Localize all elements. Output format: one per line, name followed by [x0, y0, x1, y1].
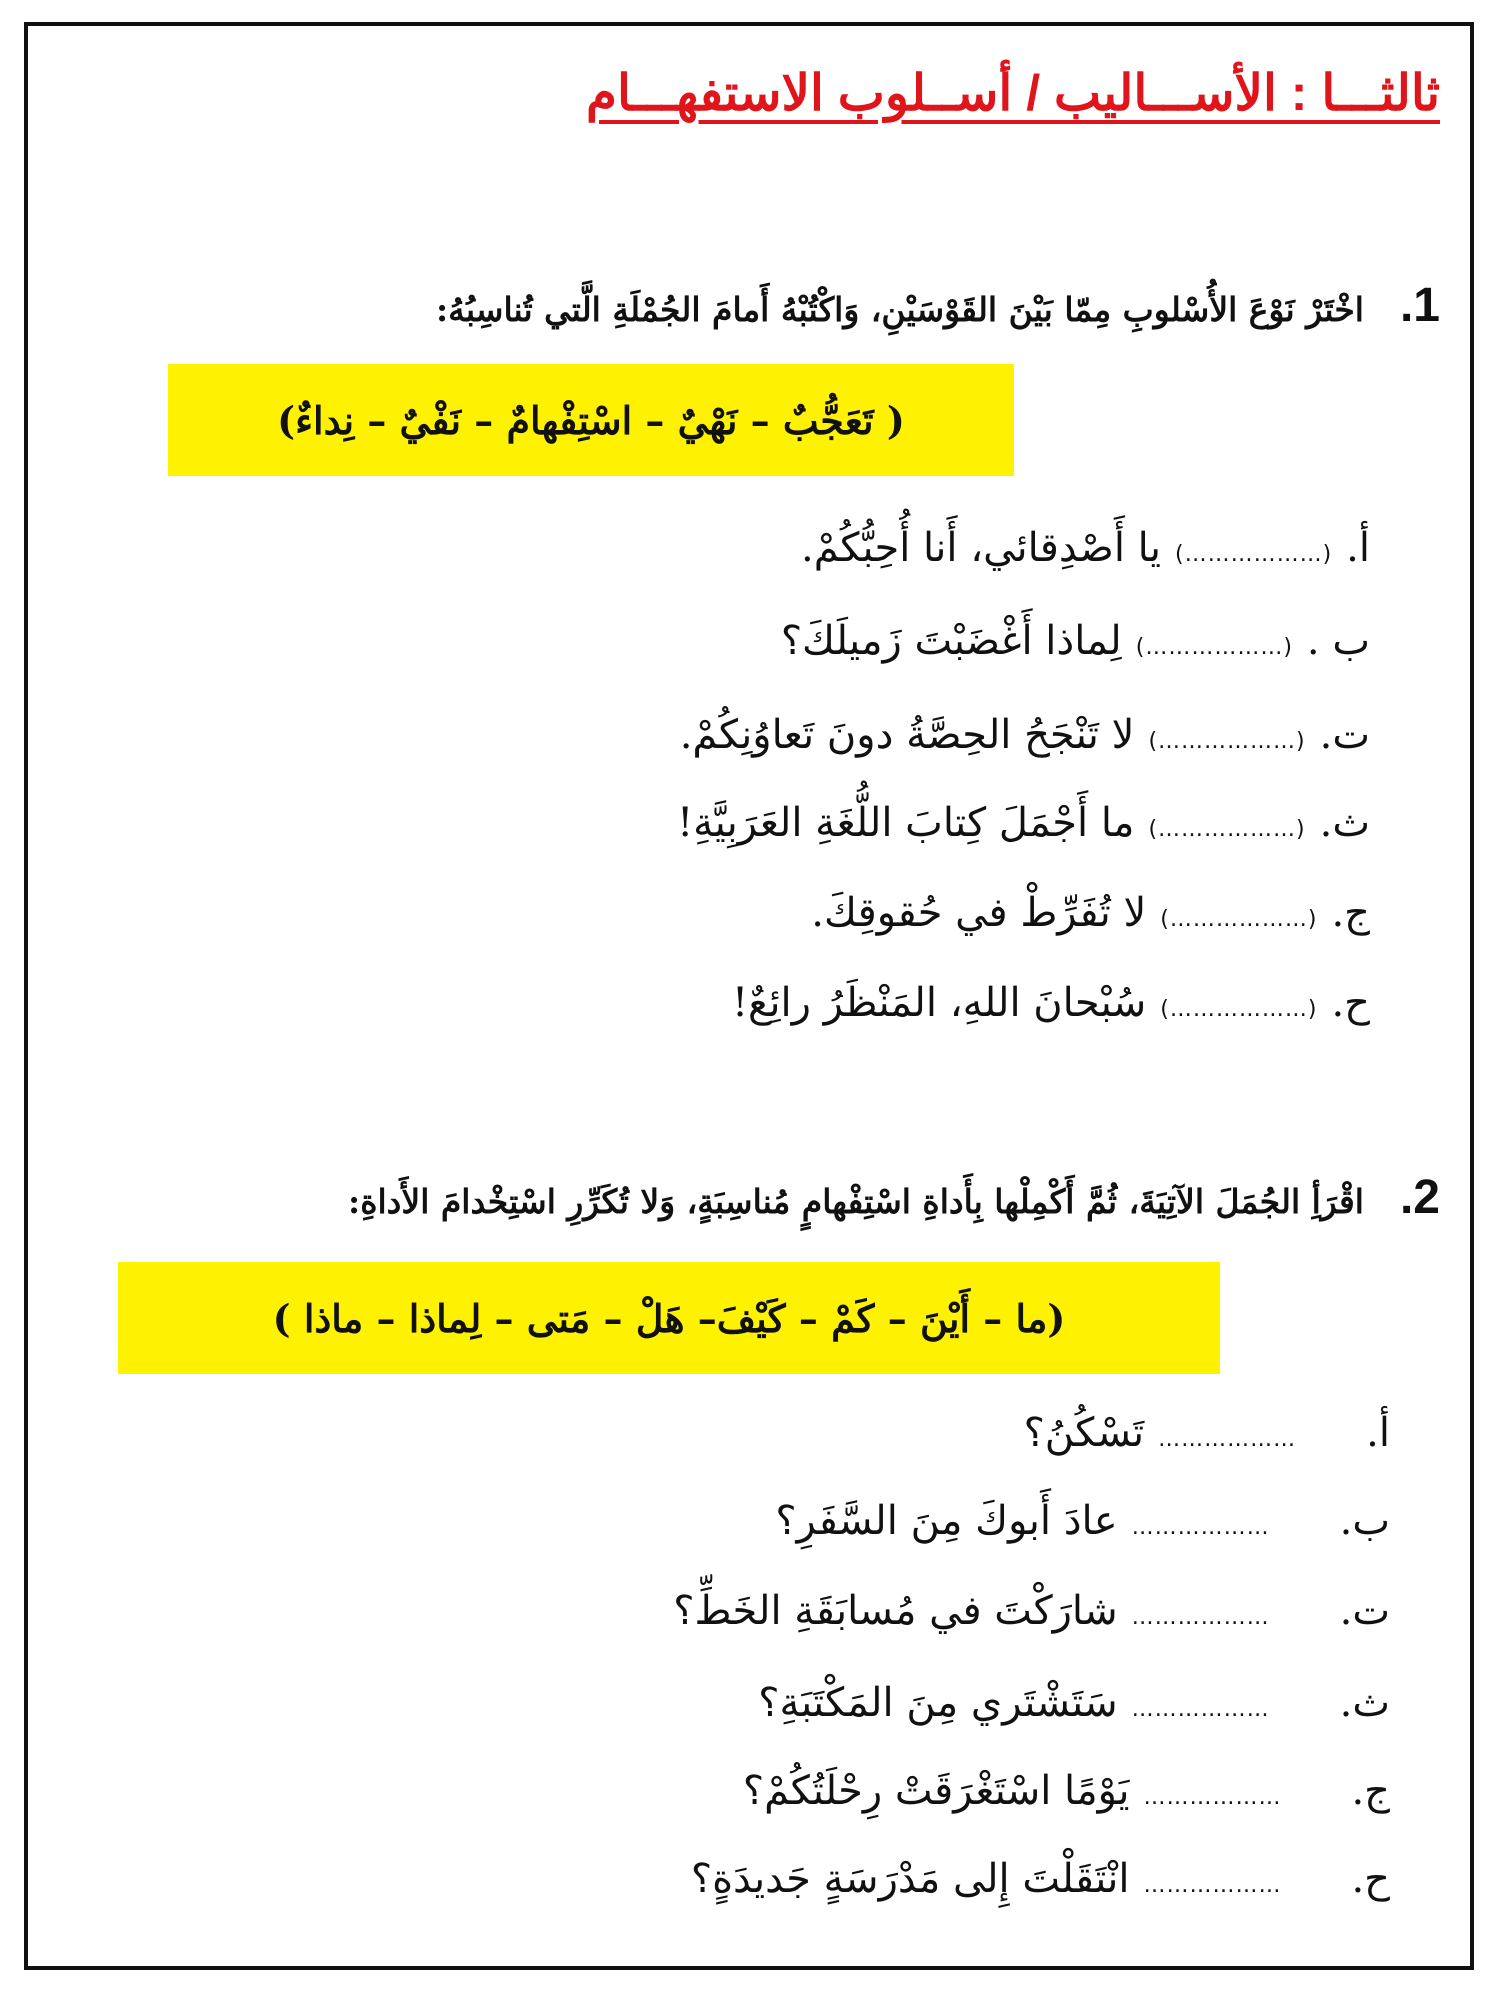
item-sentence: تَسْكُنُ؟: [1023, 1410, 1145, 1456]
answer-blank[interactable]: ………………: [1131, 1515, 1270, 1540]
q2-item: [691, 1856, 1390, 1902]
page-title: ثالثـــا : الأســـاليب / أســلوب الاستفهـــام: [586, 65, 1440, 121]
q1-item: [732, 980, 1370, 1026]
item-sentence: سَتَشْتَري مِنَ المَكْتَبَةِ؟: [758, 1680, 1118, 1726]
item-letter: ت.: [1319, 712, 1370, 758]
item-letter: ج.: [1351, 1768, 1390, 1814]
question-2-number: 2.: [1399, 1171, 1440, 1224]
question-1-header: [436, 278, 1440, 333]
item-sentence: عادَ أَبوكَ مِنَ السَّفَرِ؟: [775, 1498, 1118, 1544]
item-letter: ج.: [1331, 890, 1370, 936]
question-2-instruction: اقْرَأِ الجُمَلَ الآتِيَةَ، ثُمَّ أَكْمِلْها بِأَداةِ اسْتِفْهامٍ مُناسِبَةٍ، وَلا تُكَرِّرِ اسْتِخْدامَ الأَداةِ:: [348, 1182, 1364, 1221]
answer-blank[interactable]: ………………: [1131, 1697, 1270, 1722]
item-letter: ث.: [1319, 800, 1370, 846]
item-sentence: لِماذا أَغْضَبْتَ زَميلَكَ؟: [780, 618, 1122, 664]
item-sentence: يا أَصْدِقائي، أَنا أُحِبُّكُمْ.: [801, 525, 1161, 571]
item-letter: ب .: [1306, 618, 1370, 664]
item-letter: ب.: [1339, 1498, 1390, 1544]
q2-item: [758, 1680, 1390, 1726]
answer-blank[interactable]: (………………): [1148, 729, 1306, 754]
q1-item: [677, 800, 1370, 846]
answer-blank[interactable]: (………………): [1160, 997, 1318, 1022]
question-1-number: 1.: [1399, 279, 1440, 332]
item-letter: ث.: [1339, 1680, 1390, 1726]
question-1-instruction: اخْتَرْ نَوْعَ الأُسْلوبِ مِمّا بَيْنَ القَوْسَيْنِ، وَاكْتُبْهُ أَمامَ الجُمْلَةِ الَّتي تُناسِبُهُ:: [435, 290, 1364, 329]
q1-item: [811, 890, 1370, 936]
item-sentence: انْتَقَلْتَ إِلى مَدْرَسَةٍ جَديدَةٍ؟: [690, 1856, 1130, 1902]
answer-blank[interactable]: (………………): [1135, 635, 1293, 660]
question-1-options-box: [168, 364, 1014, 476]
item-sentence: يَوْمًا اسْتَغْرَقَتْ رِحْلَتُكُمْ؟: [742, 1768, 1130, 1814]
question-1-options: ( تَعَجُّبٌ – نَهْيٌ – اسْتِفْهامٌ – نَفْيٌ – نِداءٌ): [277, 397, 905, 443]
q1-item: [781, 618, 1370, 664]
answer-blank[interactable]: ………………: [1158, 1427, 1297, 1452]
item-letter: ح.: [1331, 980, 1370, 1026]
q2-item: [673, 1588, 1390, 1634]
item-sentence: ما أَجْمَلَ كِتابَ اللُّغَةِ العَرَبِيَّةِ!: [677, 800, 1135, 846]
item-letter: أ.: [1346, 525, 1370, 571]
question-2-options-box: [118, 1262, 1220, 1374]
q2-item: [775, 1498, 1390, 1544]
question-2-header: [348, 1170, 1440, 1225]
item-sentence: شارَكْتَ في مُسابَقَةِ الخَطِّ؟: [673, 1588, 1118, 1634]
q1-item: [680, 712, 1370, 758]
item-sentence: لا تُفَرِّطْ في حُقوقِكَ.: [811, 890, 1147, 936]
item-sentence: سُبْحانَ اللهِ، المَنْظَرُ رائِعٌ!: [731, 980, 1147, 1026]
answer-blank[interactable]: (………………): [1148, 817, 1306, 842]
answer-blank[interactable]: (………………): [1175, 542, 1333, 567]
question-2-options: (ما – أَيْنَ – كَمْ – كَيْفَ– هَلْ – مَتى – لِماذا – ماذا ): [272, 1295, 1066, 1341]
answer-blank[interactable]: (………………): [1160, 907, 1318, 932]
answer-blank[interactable]: ………………: [1143, 1785, 1282, 1810]
item-sentence: لا تَنْجَحُ الحِصَّةُ دونَ تَعاوُنِكُمْ.: [679, 712, 1135, 758]
item-letter: أ.: [1366, 1410, 1390, 1456]
q2-item: [1024, 1410, 1390, 1456]
q2-item: [743, 1768, 1390, 1814]
answer-blank[interactable]: ………………: [1131, 1605, 1270, 1630]
item-letter: ح.: [1351, 1856, 1390, 1902]
answer-blank[interactable]: ………………: [1143, 1873, 1282, 1898]
q1-item: [801, 525, 1370, 571]
item-letter: ت.: [1339, 1588, 1390, 1634]
